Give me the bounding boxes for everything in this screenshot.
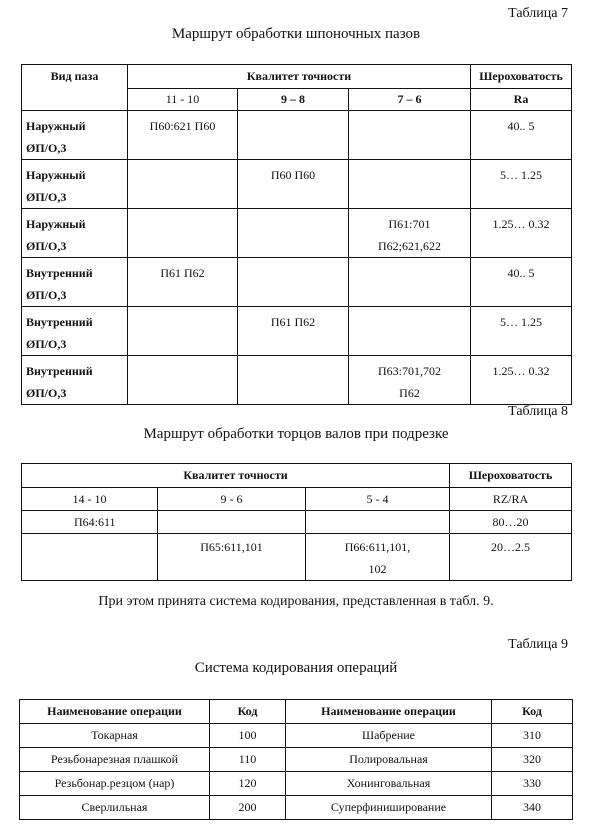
table-row [22, 307, 572, 356]
header-name: Наименование операции [286, 700, 492, 724]
route-q1 [128, 356, 238, 405]
table8-number: Таблица 8 [508, 404, 568, 419]
route-q1 [128, 160, 238, 209]
route-q2: П65:611,101 [158, 534, 306, 581]
operation-name: Полировальная [286, 748, 492, 772]
route-q2: П61 П62 [238, 307, 349, 356]
table9-number: Таблица 9 [508, 637, 568, 652]
table-row [20, 796, 573, 820]
header-q3: 7 – 6 [349, 89, 471, 111]
route-q3: П61:701 П62;621,622 [349, 209, 471, 258]
roughness-value: 80…20 [450, 511, 572, 534]
operation-name: Токарная [20, 724, 210, 748]
header-q2: 9 - 6 [158, 488, 306, 511]
header-name: Наименование операции [20, 700, 210, 724]
operation-code: 110 [210, 748, 286, 772]
header-roughness: Шероховатость [450, 464, 572, 488]
route-q1 [128, 209, 238, 258]
paragraph: При этом принята система кодирования, представленная в табл. 9. [98, 594, 494, 609]
route-q1 [22, 534, 158, 581]
roughness-value: 40.. 5 [471, 111, 572, 160]
slot-kind: Внутренний ØП/О,3 [22, 307, 128, 356]
header-q2: 9 – 8 [238, 89, 349, 111]
route-q3 [349, 160, 471, 209]
header-code: Код [492, 700, 573, 724]
header-q1: 14 - 10 [22, 488, 158, 511]
header-kind: Вид паза [22, 65, 128, 111]
table8-title: Маршрут обработки торцов валов при подрезке [143, 426, 449, 442]
header-roughness: Шероховатость [471, 65, 572, 89]
route-q3: П63:701,702 П62 [349, 356, 471, 405]
route-q2 [158, 511, 306, 534]
operation-code: 320 [492, 748, 573, 772]
route-q3 [349, 258, 471, 307]
operation-code: 100 [210, 724, 286, 748]
operation-code: 330 [492, 772, 573, 796]
table-row [20, 772, 573, 796]
table9 [19, 699, 573, 820]
table-row [22, 258, 572, 307]
route-q2 [238, 258, 349, 307]
operation-name: Хонинговальная [286, 772, 492, 796]
roughness-value: 20…2.5 [450, 534, 572, 581]
table8 [21, 463, 572, 581]
table7-title: Маршрут обработки шпоночных пазов [171, 26, 421, 42]
table-row [22, 111, 572, 160]
operation-name: Шабрение [286, 724, 492, 748]
roughness-value: 40.. 5 [471, 258, 572, 307]
table-row [22, 209, 572, 258]
slot-kind: Наружный ØП/О,3 [22, 209, 128, 258]
header-code: Код [210, 700, 286, 724]
header-q3: 5 - 4 [306, 488, 450, 511]
slot-kind: Наружный ØП/О,3 [22, 160, 128, 209]
operation-name: Суперфиниширование [286, 796, 492, 820]
slot-kind: Внутренний ØП/О,3 [22, 356, 128, 405]
route-q2: П60 П60 [238, 160, 349, 209]
route-q1 [128, 307, 238, 356]
operation-name: Сверлильная [20, 796, 210, 820]
header-roughness-unit: Ra [471, 89, 572, 111]
route-q1: П61 П62 [128, 258, 238, 307]
table-row [22, 534, 572, 581]
roughness-value: 5… 1.25 [471, 307, 572, 356]
header-roughness-unit: RZ/RA [450, 488, 572, 511]
table9-title: Система кодирования операций [194, 660, 398, 676]
route-q3 [349, 111, 471, 160]
table-row [22, 511, 572, 534]
slot-kind: Наружный ØП/О,3 [22, 111, 128, 160]
route-q3 [349, 307, 471, 356]
route-q2 [238, 356, 349, 405]
operation-code: 120 [210, 772, 286, 796]
table-row [20, 724, 573, 748]
operation-name: Резьбонарезная плашкой [20, 748, 210, 772]
table-row [22, 160, 572, 209]
table-row [20, 748, 573, 772]
operation-name: Резьбонар.резцом (нар) [20, 772, 210, 796]
table7-number: Таблица 7 [508, 6, 568, 21]
roughness-value: 1.25… 0.32 [471, 356, 572, 405]
route-q3 [306, 511, 450, 534]
roughness-value: 5… 1.25 [471, 160, 572, 209]
header-accuracy: Квалитет точности [22, 464, 450, 488]
header-q1: 11 - 10 [128, 89, 238, 111]
route-q1: П60:621 П60 [128, 111, 238, 160]
table-row [22, 356, 572, 405]
route-q3: П66:611,101, 102 [306, 534, 450, 581]
route-q2 [238, 111, 349, 160]
roughness-value: 1.25… 0.32 [471, 209, 572, 258]
route-q2 [238, 209, 349, 258]
operation-code: 310 [492, 724, 573, 748]
table7 [21, 64, 572, 405]
operation-code: 200 [210, 796, 286, 820]
slot-kind: Внутренний ØП/О,3 [22, 258, 128, 307]
operation-code: 340 [492, 796, 573, 820]
header-accuracy: Квалитет точности [128, 65, 471, 89]
route-q1: П64:611 [22, 511, 158, 534]
